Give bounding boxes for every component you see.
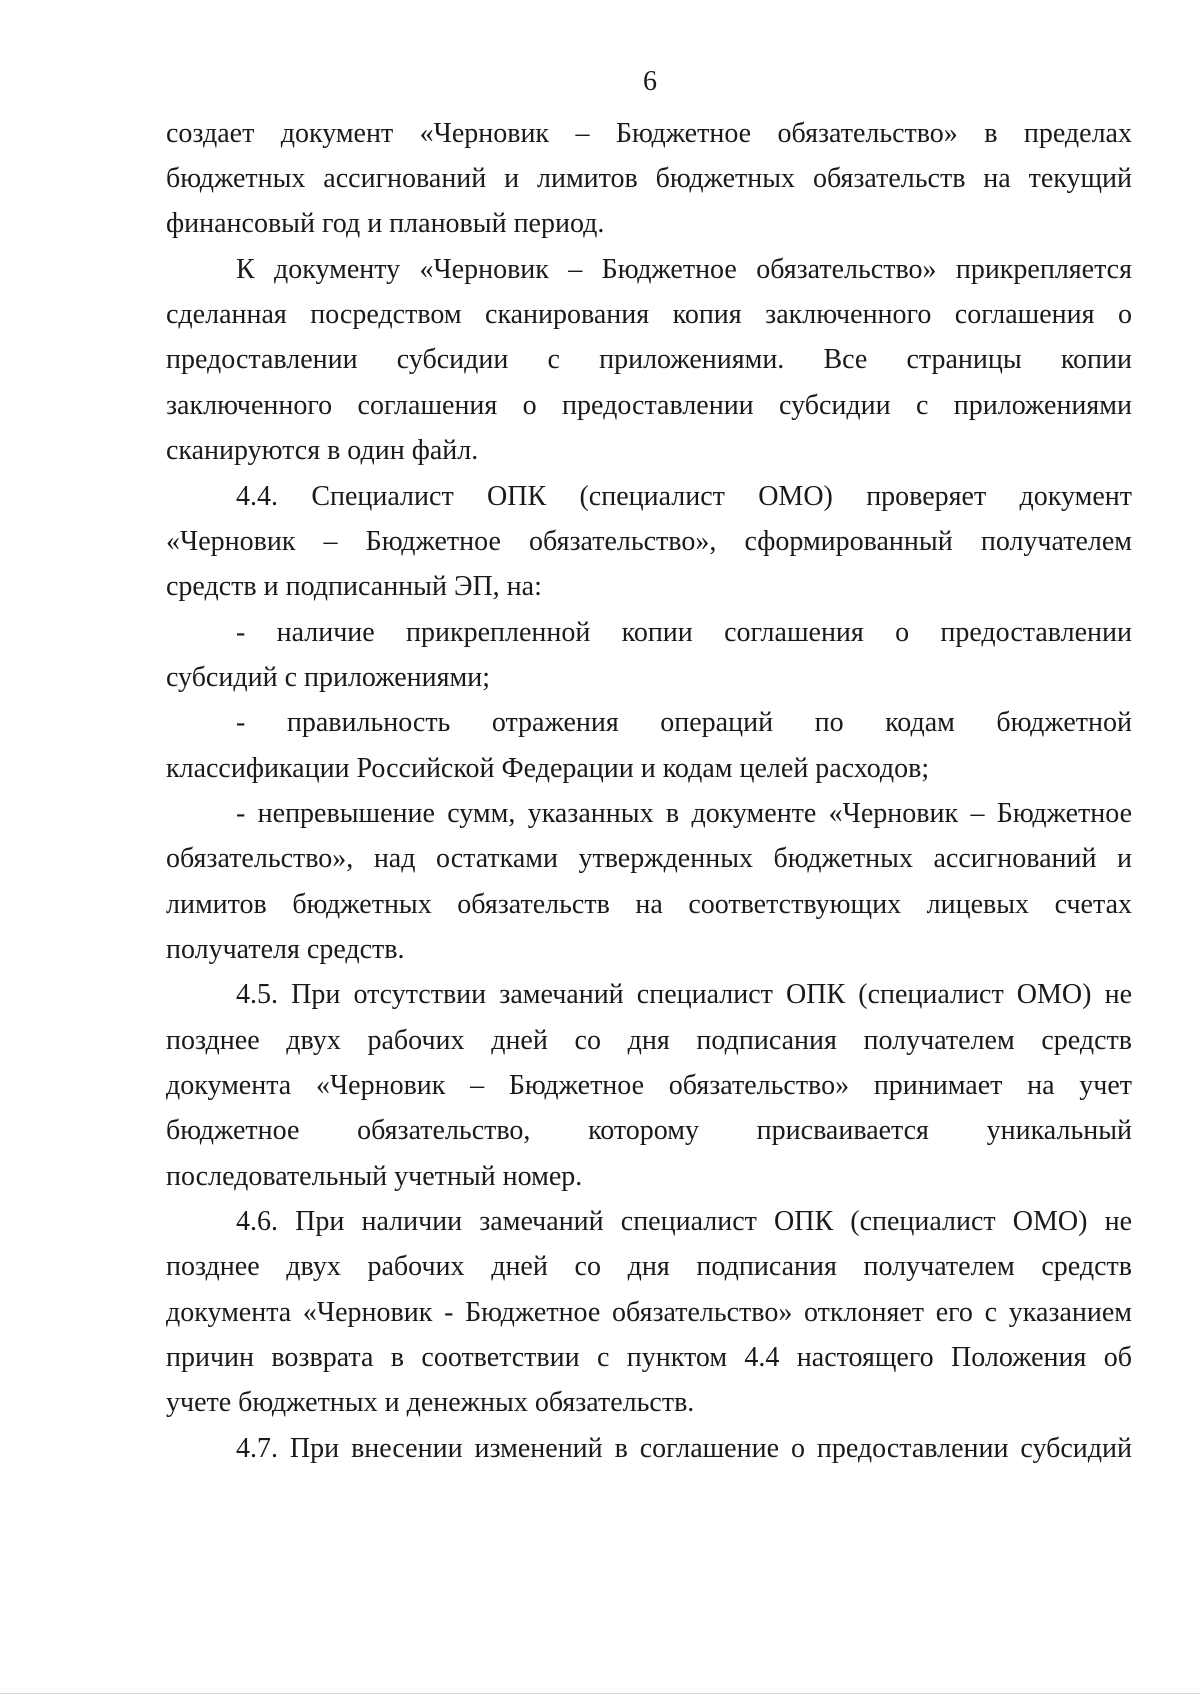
text-line: последовательный учетный номер. (166, 1161, 583, 1192)
text-line: 4.7. При внесении изменений в соглашение о предоставлении субсидий (236, 1433, 1132, 1464)
text-line: позднее двух рабочих дней со дня подписания получателем средств (166, 1251, 1132, 1282)
text-line: создает документ «Черновик – Бюджетное обязательство» в пределах (166, 118, 1132, 149)
page-number: 6 (643, 66, 657, 97)
list-item-line: обязательство», над остатками утвержденных бюджетных ассигнований и (166, 843, 1132, 874)
text-line: финансовый год и плановый период. (166, 208, 605, 239)
list-item-line: лимитов бюджетных обязательств на соответствующих лицевых счетах (166, 889, 1132, 920)
list-item-line: классификации Российской Федерации и кодам целей расходов; (166, 753, 930, 784)
text-line: документа «Черновик - Бюджетное обязательство» отклоняет его с указанием (166, 1297, 1132, 1328)
text-line: предоставлении субсидии с приложениями. Все страницы копии (166, 344, 1132, 375)
text-line: средств и подписанный ЭП, на: (166, 571, 542, 602)
list-item-line: получателя средств. (166, 934, 405, 965)
text-line: заключенного соглашения о предоставлении субсидии с приложениями (166, 390, 1132, 421)
list-item-line: субсидий с приложениями; (166, 662, 490, 693)
text-line: 4.6. При наличии замечаний специалист ОПК (специалист ОМО) не (236, 1206, 1132, 1237)
text-line: позднее двух рабочих дней со дня подписания получателем средств (166, 1025, 1132, 1056)
text-line: документа «Черновик – Бюджетное обязательство» принимает на учет (166, 1070, 1132, 1101)
text-line: бюджетное обязательство, которому присваивается уникальный (166, 1115, 1132, 1146)
scan-edge-divider (0, 1693, 1200, 1694)
text-line: бюджетных ассигнований и лимитов бюджетных обязательств на текущий (166, 163, 1132, 194)
text-line: учете бюджетных и денежных обязательств. (166, 1387, 695, 1418)
text-line: сканируются в один файл. (166, 435, 479, 466)
text-line: причин возврата в соответствии с пунктом 4.4 настоящего Положения об (166, 1342, 1132, 1373)
text-line: сделанная посредством сканирования копия заключенного соглашения о (166, 299, 1132, 330)
list-item-line: - правильность отражения операций по кодам бюджетной (236, 707, 1132, 738)
text-line: 4.4. Специалист ОПК (специалист ОМО) проверяет документ (236, 481, 1132, 512)
list-item-line: - непревышение сумм, указанных в документе «Черновик – Бюджетное (236, 798, 1132, 829)
text-line: «Черновик – Бюджетное обязательство», сформированный получателем (166, 526, 1132, 557)
text-line: К документу «Черновик – Бюджетное обязательство» прикрепляется (236, 254, 1132, 285)
text-line: 4.5. При отсутствии замечаний специалист ОПК (специалист ОМО) не (236, 979, 1132, 1010)
list-item-line: - наличие прикрепленной копии соглашения о предоставлении (236, 617, 1132, 648)
